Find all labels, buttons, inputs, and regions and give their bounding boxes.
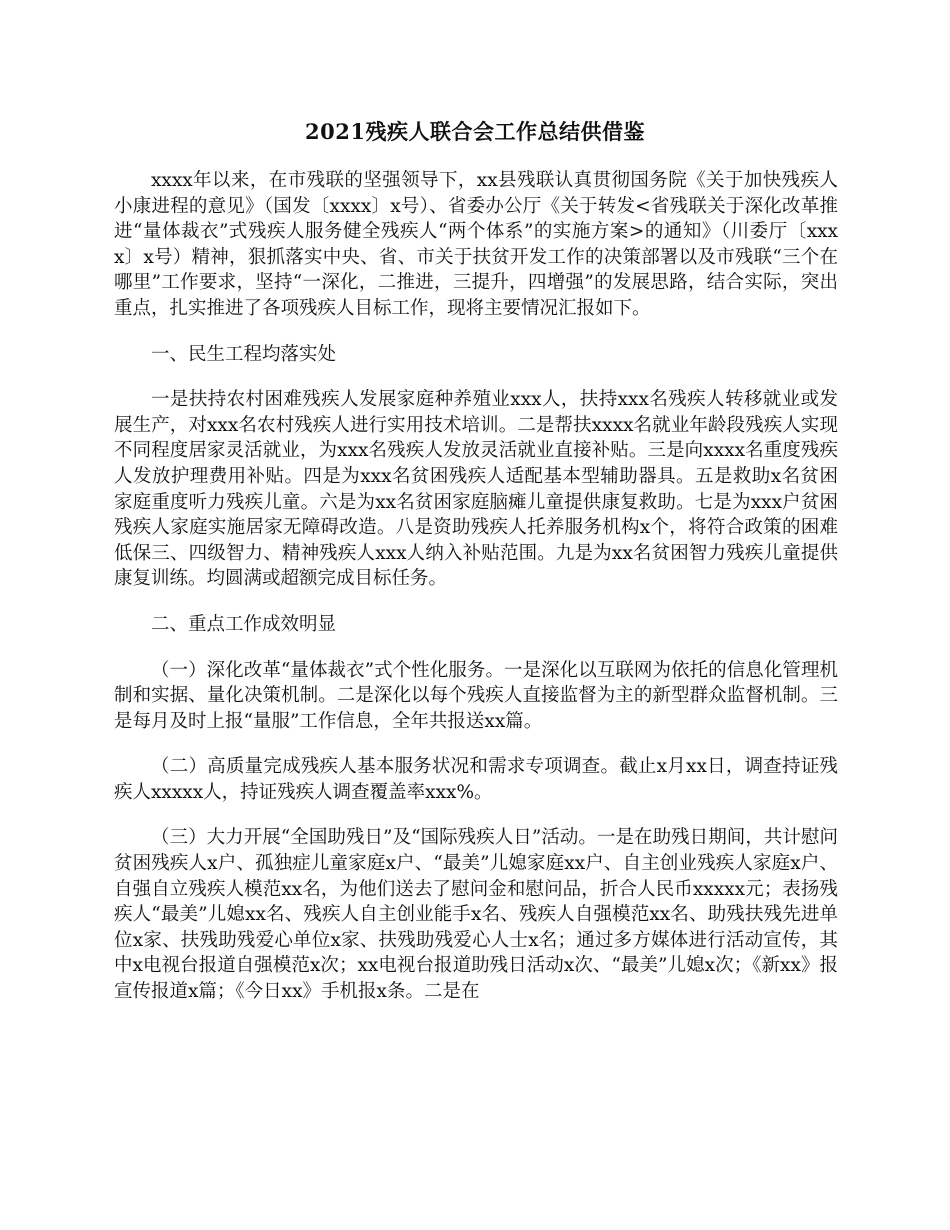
section-1-paragraph: 一是扶持农村困难残疾人发展家庭种养殖业xxx人，扶持xxx名残疾人转移就业或发展生产，对xxx名农村残疾人进行实用技术培训。二是帮扶xxxx名就业年龄段残疾人实现不同程度居家灵活就业，为xxx名残疾人发放灵活就业直接补贴。三是向xxxx名重度残疾人发放护理费用补贴。四是为xxx名贫困残疾人适配基本型辅助器具。五是救助x名贫困家庭重度听力残疾儿童。六是为xx名贫困家庭脑瘫儿童提供康复救助。七是为xxx户贫困残疾人家庭实施居家无障碍改造。八是资助残疾人托养服务机构x个，将符合政策的困难低保三、四级智力、精神残疾人xxx人纳入补贴范围。九是为xx名贫困智力残疾儿童提供康复训练。均圆满或超额完成目标任务。 bbox=[114, 389, 838, 590]
document-body bbox=[114, 168, 838, 1025]
section-2-heading: 二、重点工作成效明显 bbox=[151, 613, 337, 635]
section-2-item-2: （二）高质量完成残疾人基本服务状况和需求专项调查。截止x月xx日，调查持证残疾人xxxxx人，持证残疾人调查覆盖率xxx%。 bbox=[114, 756, 838, 803]
intro-paragraph: xxxx年以来，在市残联的坚强领导下，xx县残联认真贯彻国务院《关于加快残疾人小康进程的意见》（国发〔xxxx〕x号）、省委办公厅《关于转发<省残联关于深化改革推进“量体裁衣”式残疾人服务健全残疾人“两个体系”的实施方案>的通知》（川委厅〔xxxx〕x号）精神，狠抓落实中央、省、市关于扶贫开发工作的决策部署以及市残联“三个在哪里”工作要求，坚持“一深化，二推进，三提升，四增强”的发展思路，结合实际，突出重点，扎实推进了各项残疾人目标工作，现将主要情况汇报如下。 bbox=[114, 170, 838, 319]
section-2-item-3: （三）大力开展“全国助残日”及“国际残疾人日”活动。一是在助残日期间，共计慰问贫困残疾人x户、孤独症儿童家庭x户、“最美”儿媳家庭xx户、自主创业残疾人家庭x户、自强自立残疾人模范xx名，为他们送去了慰问金和慰问品，折合人民币xxxxx元；表扬残疾人“最美”儿媳xx名、残疾人自主创业能手x名、残疾人自强模范xx名、助残扶残先进单位x家、扶残助残爱心单位x家、扶残助残爱心人士x名；通过多方媒体进行活动宣传，其中x电视台报道自强模范x次；xx电视台报道助残日活动x次、“最美”儿媳x次；《新xx》报宣传报道x篇；《今日xx》手机报x条。二是在 bbox=[114, 827, 838, 1003]
section-1-heading: 一、民生工程均落实处 bbox=[151, 343, 337, 365]
section-2-item-1: （一）深化改革“量体裁衣”式个性化服务。一是深化以互联网为依托的信息化管理机制和实据、量化决策机制。二是深化以每个残疾人直接监督为主的新型群众监督机制。三是每月及时上报“量服”工作信息，全年共报送xx篇。 bbox=[114, 659, 838, 732]
document-title: 2021残疾人联合会工作总结供借鉴 bbox=[305, 119, 645, 144]
